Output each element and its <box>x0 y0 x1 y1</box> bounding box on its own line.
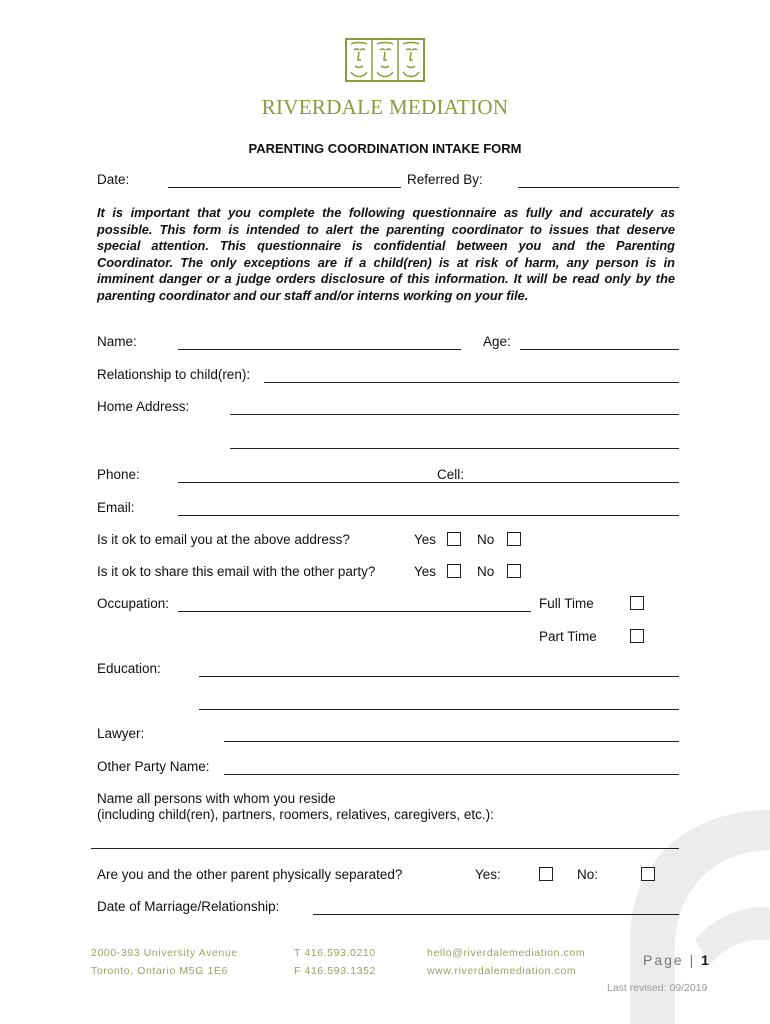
email-ok-yes-label: Yes <box>414 532 437 547</box>
relationship-field[interactable] <box>264 382 679 383</box>
footer-address-line2: Toronto, Ontario M5G 1E6 <box>91 965 228 977</box>
home-address-field-line2[interactable] <box>230 448 679 449</box>
footer-website-link[interactable]: www.riverdalemediation.com <box>427 965 577 977</box>
education-label: Education: <box>97 661 161 676</box>
email-field[interactable] <box>178 515 679 516</box>
home-address-field-line1[interactable] <box>230 414 679 415</box>
education-field-line1[interactable] <box>199 676 679 677</box>
marriage-date-field[interactable] <box>313 914 679 915</box>
footer-fax: F 416.593.1352 <box>294 965 376 977</box>
separated-no-label: No: <box>577 867 599 882</box>
reside-hint: (including child(ren), partners, roomers, relatives, caregivers, etc.): <box>97 807 494 822</box>
page-label: Page <box>643 952 684 968</box>
reside-field[interactable] <box>91 848 679 849</box>
share-email-no-label: No <box>477 564 495 579</box>
footer-phone: T 416.593.0210 <box>294 947 376 959</box>
separated-yes-checkbox[interactable] <box>539 867 553 881</box>
name-field[interactable] <box>178 349 461 350</box>
email-ok-no-checkbox[interactable] <box>507 532 521 546</box>
reside-label: Name all persons with whom you reside <box>97 791 336 806</box>
footer-address <box>91 944 238 980</box>
separated-no-checkbox[interactable] <box>641 867 655 881</box>
full-time-checkbox[interactable] <box>630 596 644 610</box>
footer-address-line1: 2000-393 University Avenue <box>91 947 238 959</box>
footer-online <box>427 944 585 980</box>
name-label: Name: <box>97 334 137 349</box>
phone-label: Phone: <box>97 467 140 482</box>
phone-field[interactable] <box>178 482 679 483</box>
age-field[interactable] <box>520 349 679 350</box>
occupation-field[interactable] <box>178 611 531 612</box>
lawyer-label: Lawyer: <box>97 726 145 741</box>
home-address-label: Home Address: <box>97 399 190 414</box>
share-email-yes-checkbox[interactable] <box>447 564 461 578</box>
relationship-label: Relationship to child(ren): <box>97 367 251 382</box>
referred-by-field[interactable] <box>518 187 679 188</box>
brand-name: RIVERDALE MEDIATION <box>261 95 509 119</box>
share-email-question: Is it ok to share this email with the other party? <box>97 564 376 579</box>
lawyer-field[interactable] <box>224 741 679 742</box>
footer-email-link[interactable]: hello@riverdalemediation.com <box>427 947 586 959</box>
part-time-checkbox[interactable] <box>630 629 644 643</box>
separated-yes-label: Yes: <box>475 867 501 882</box>
referred-by-label: Referred By: <box>407 172 483 187</box>
cell-label: Cell: <box>437 467 465 482</box>
email-ok-question: Is it ok to email you at the above address? <box>97 532 350 547</box>
education-field-line2[interactable] <box>199 709 679 710</box>
email-ok-yes-checkbox[interactable] <box>447 532 461 546</box>
page-number: Page | 1 <box>643 952 709 968</box>
share-email-yes-label: Yes <box>414 564 437 579</box>
page-number-value: 1 <box>701 952 709 968</box>
separated-question: Are you and the other parent physically separated? <box>97 867 403 882</box>
three-faces-logo-icon <box>345 38 425 82</box>
date-field[interactable] <box>168 187 401 188</box>
age-label: Age: <box>483 334 511 349</box>
footer-contact-numbers <box>294 944 376 980</box>
email-ok-no-label: No <box>477 532 495 547</box>
share-email-no-checkbox[interactable] <box>507 564 521 578</box>
occupation-label: Occupation: <box>97 596 170 611</box>
other-party-label: Other Party Name: <box>97 759 210 774</box>
other-party-field[interactable] <box>224 774 679 775</box>
full-time-label: Full Time <box>539 596 594 611</box>
form-title: PARENTING COORDINATION INTAKE FORM <box>248 141 522 156</box>
email-label: Email: <box>97 500 135 515</box>
revision-date: Last revised: 09/2019 <box>607 982 708 994</box>
date-label: Date: <box>97 172 130 187</box>
marriage-date-label: Date of Marriage/Relationship: <box>97 899 280 914</box>
part-time-label: Part Time <box>539 629 597 644</box>
intro-paragraph: It is important that you complete the following questionnaire as fully and accurately as possible. This form is intended to alert the parenting coordinator to issues that deserve special attention. This questionnaire is confidential between you and the Parenting Coordinator. The only exceptions are if a child(ren) is at risk of harm, any person is in imminent danger or a judge orders disclosure of this information. It will be read only by the parenting coordinator and our staff and/or interns working on your file. <box>97 205 675 303</box>
